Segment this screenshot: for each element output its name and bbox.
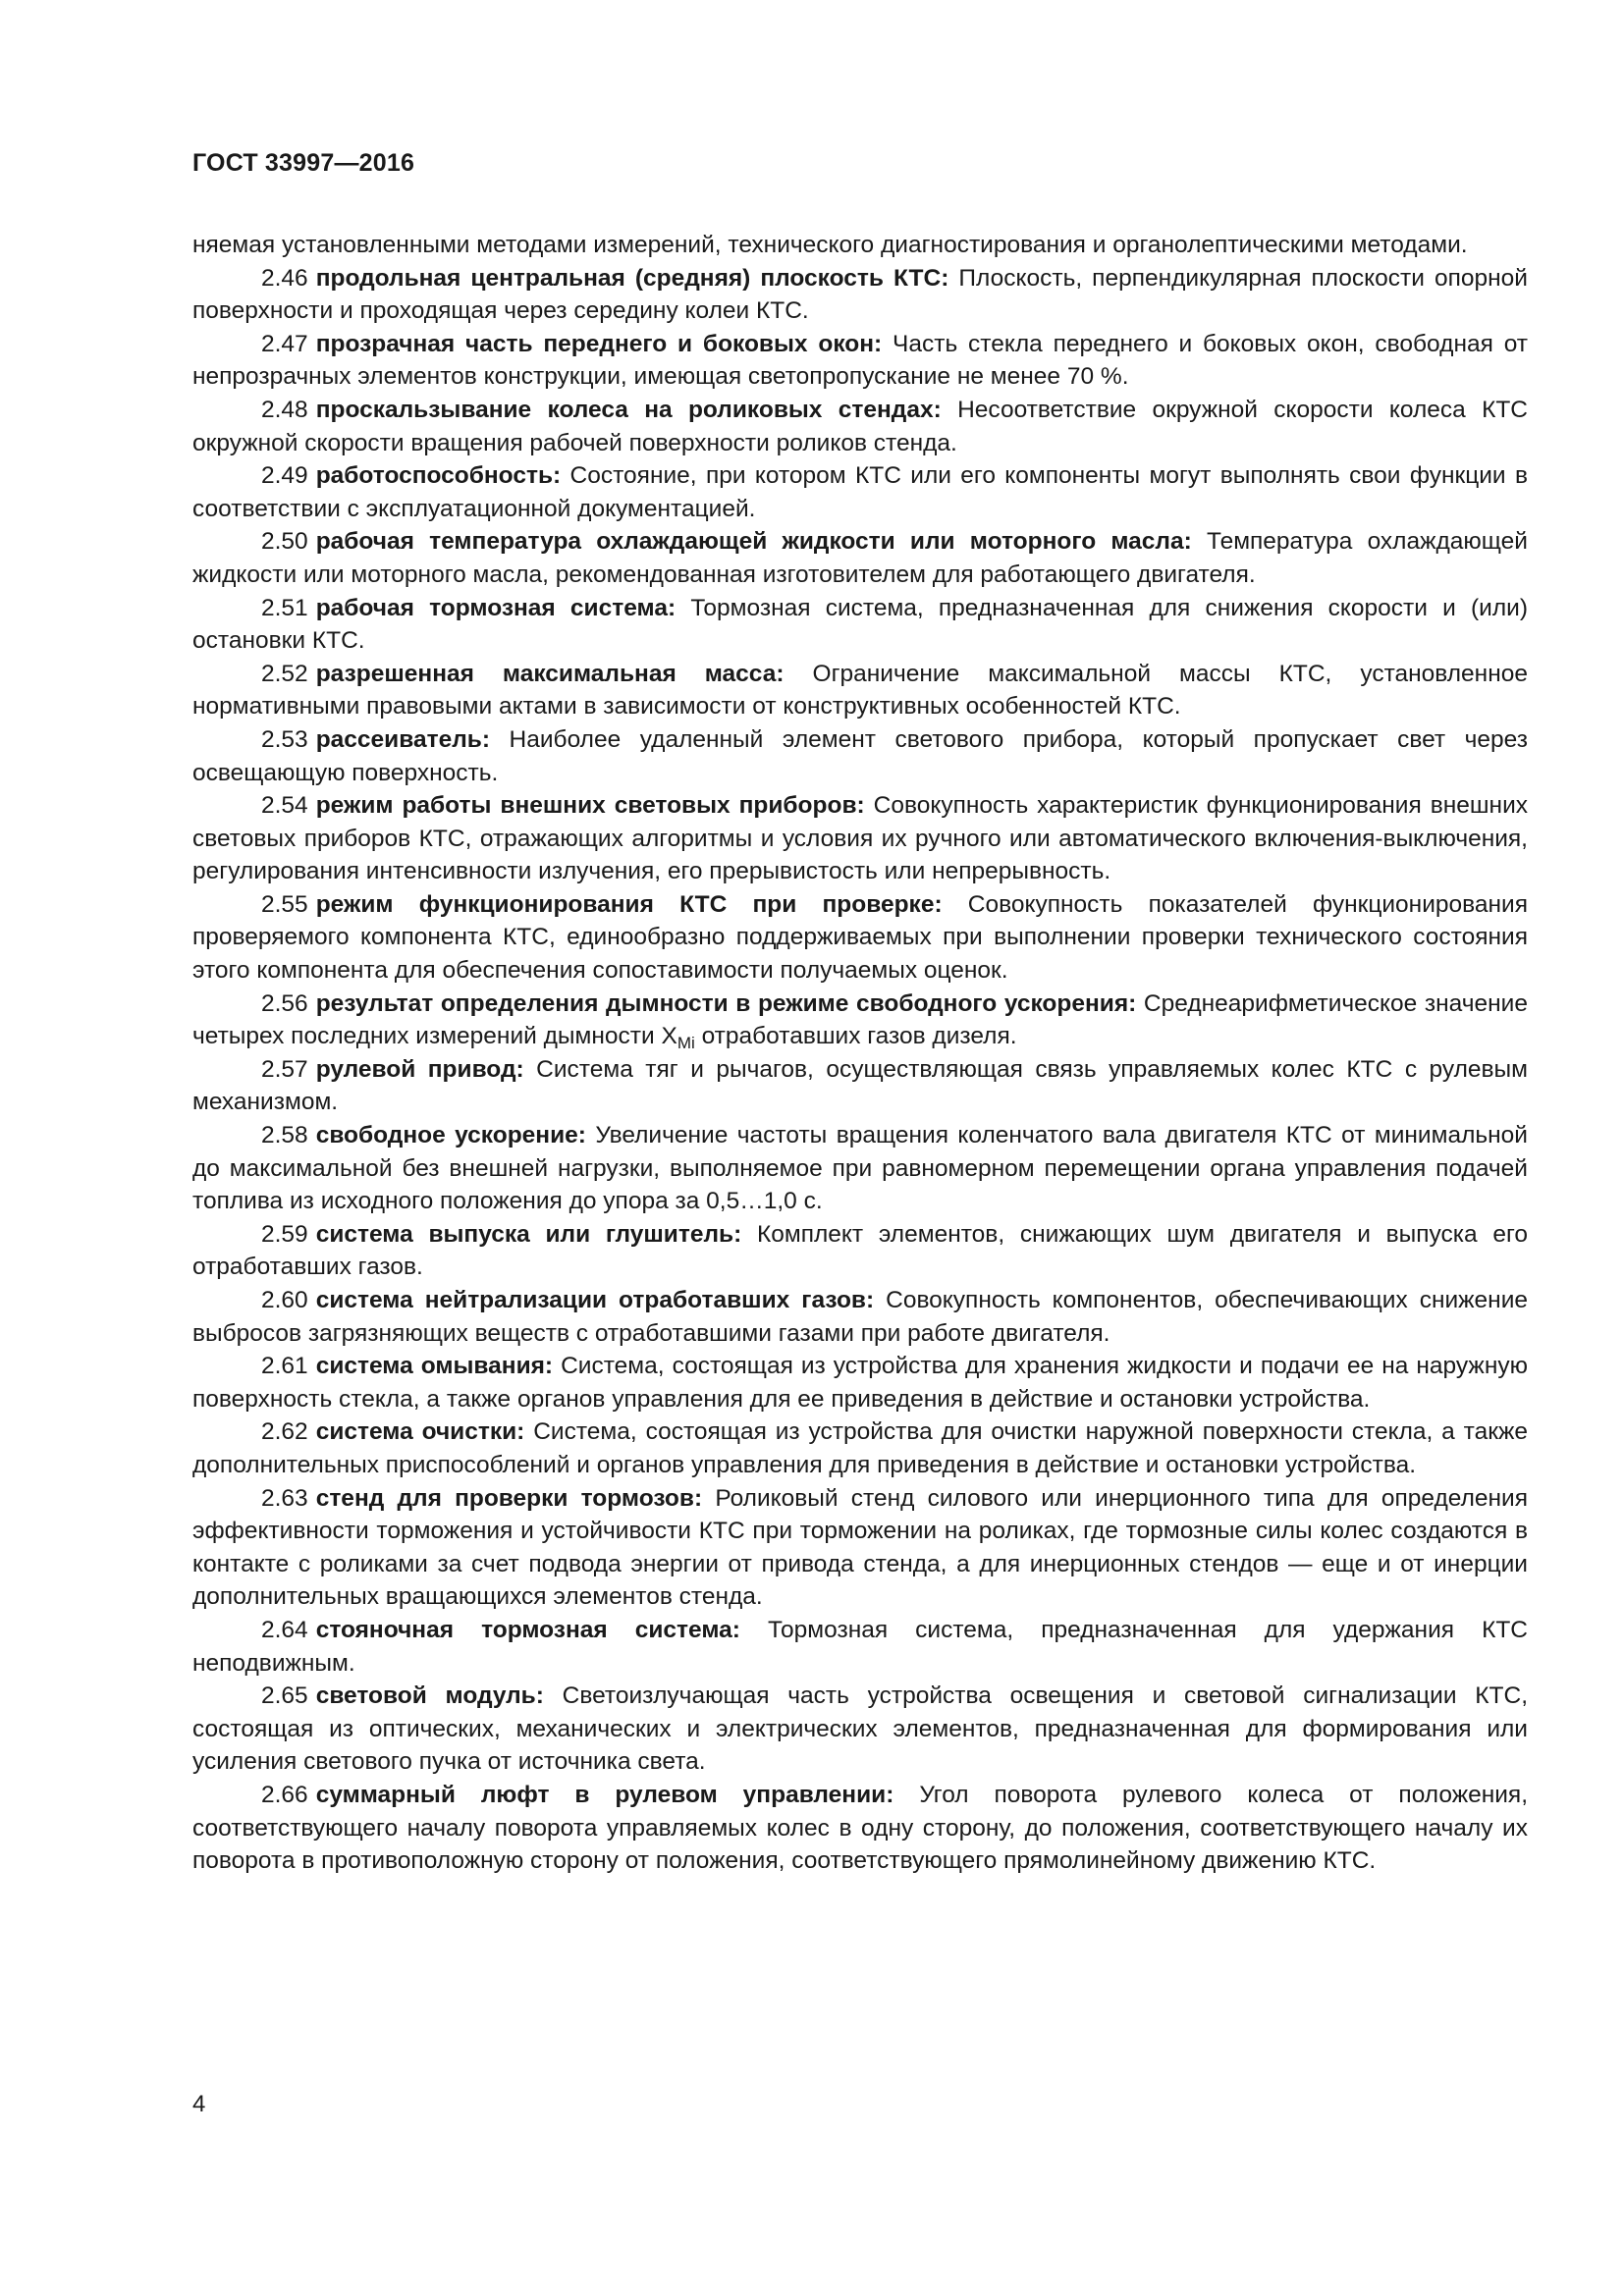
term-number: 2.51 [261,594,308,621]
term-number: 2.48 [261,396,308,423]
document-page [192,0,1528,2296]
term-title: работоспособность: [315,462,562,490]
term-definition: Наиболее удаленный элемент светового прибора, который пропускает свет через освещающую поверхность. [192,725,1528,786]
term-title: продольная центральная (средняя) плоскость КТС: [315,264,949,292]
term-number: 2.55 [261,890,308,918]
term-number: 2.56 [261,989,308,1017]
term-definition: Совокупность характеристик функционирования внешних световых приборов КТС, отражающих алгоритмы и условия их ручного или автоматического включения-выключения, регулирования интенсивности излучения, его прерывистость или непрерывность. [192,792,1529,885]
term-title: рабочая тормозная система: [315,594,677,621]
term-title: прозрачная часть переднего и боковых окон: [315,330,883,357]
term-definition-part: отработавших газов дизеля. [694,1023,1017,1050]
term-entry [192,1284,1528,1350]
term-number: 2.62 [261,1418,308,1446]
term-number: 2.46 [261,264,308,292]
term-number: 2.66 [261,1781,308,1808]
term-title: стенд для проверки тормозов: [315,1484,703,1512]
term-entry [192,525,1528,591]
term-entry [192,888,1528,988]
term-number: 2.50 [261,528,308,556]
term-title: система нейтрализации отработавших газов: [315,1287,875,1313]
term-entry [192,1415,1528,1481]
term-title: режим работы внешних световых приборов: [315,792,865,820]
term-entry [192,1614,1528,1680]
term-definition: Состояние, при котором КТС или его компоненты могут выполнять свои функции в соответствии с эксплуатационной документацией. [192,462,1528,522]
term-number: 2.61 [261,1353,308,1380]
subscript-index: Mi [677,1034,695,1053]
term-definition: Роликовый стенд силового или инерционного типа для определения эффективности торможения и устойчивости КТС при торможении на роликах, где тормозные силы колес создаются в контакте с роликами за счет подвода энергии от привода стенда, а для инерционных стендов — еще и от инерции дополнительных вращающихся элементов стенда. [192,1484,1529,1611]
term-definition: Тормозная система, предназначенная для снижения скорости и (или) остановки КТС. [192,594,1529,655]
term-definition: Совокупность показателей функционирования проверяемого компонента КТС, единообразно поддерживаемых при выполнении проверки технического состояния этого компонента для обеспечения сопоставимости получаемых оценок. [192,890,1528,985]
term-definition: Совокупность компонентов, обеспечивающих снижение выбросов загрязняющих веществ с отработавшими газами при работе двигателя. [192,1287,1529,1347]
term-entries-list [192,262,1528,1878]
term-number: 2.59 [261,1220,308,1248]
term-number: 2.58 [261,1122,308,1149]
term-number: 2.54 [261,792,308,820]
document-code-header: ГОСТ 33997—2016 [192,149,415,177]
term-definition: Плоскость, перпендикулярная плоскости опорной поверхности и проходящая через середину колеи КТС. [192,264,1528,325]
term-title: стояночная тормозная система: [315,1616,740,1643]
term-title: режим функционирования КТС при проверке: [315,890,943,918]
term-title: система омывания: [315,1353,554,1380]
term-entry [192,328,1528,394]
term-entry [192,789,1528,888]
term-definition: Система, состоящая из устройства для очистки наружной поверхности стекла, а также дополнительных приспособлений и органов управления для приведения в действие и остановки устройства. [192,1418,1528,1478]
term-title: световой модуль: [315,1682,544,1710]
term-title: разрешенная максимальная масса: [315,660,785,687]
term-number: 2.47 [261,330,308,357]
term-definition: Температура охлаждающей жидкости или моторного масла, рекомендованная изготовителем для работающего двигателя. [192,528,1528,588]
term-number: 2.57 [261,1055,308,1083]
term-definition: Увеличение частоты вращения коленчатого вала двигателя КТС от минимальной до максимальной без внешней нагрузки, выполняемое при равномерном перемещении органа управления подачей топлива из исходного положения до упора за 0,5…1,0 с. [192,1122,1528,1215]
term-entry [192,459,1528,525]
term-definition: Угол поворота рулевого колеса от положения, соответствующего началу поворота управляемых колес в одну сторону, до положения, соответствующего началу их поворота в противоположную сторону от положения, соответствующего прямолинейному движению КТС. [192,1781,1529,1875]
term-number: 2.60 [261,1287,308,1313]
term-title: проскальзывание колеса на роликовых стендах: [315,396,942,423]
term-entry [192,723,1528,789]
term-entry [192,1053,1528,1119]
term-entry [192,1218,1528,1284]
term-title: рулевой привод: [315,1055,524,1083]
term-title: результат определения дымности в режиме свободного ускорения: [315,989,1137,1017]
term-entry [192,1350,1528,1415]
term-entry [192,394,1528,459]
term-entry [192,1680,1528,1779]
term-definition: Система, состоящая из устройства для хранения жидкости и подачи ее на наружную поверхность стекла, а также органов управления для ее приведения в действие и остановки устройства. [192,1353,1528,1413]
term-definition: Система тяг и рычагов, осуществляющая связь управляемых колес КТС с рулевым механизмом. [192,1055,1528,1116]
continuation-paragraph: няемая установленными методами измерений, технического диагностирования и органолептическими методами. [192,232,1468,258]
term-number: 2.52 [261,660,308,687]
term-title: свободное ускорение: [315,1122,586,1149]
term-number: 2.53 [261,725,308,753]
term-entry [192,988,1528,1053]
term-number: 2.63 [261,1484,308,1512]
term-number: 2.65 [261,1682,308,1710]
term-definition: Ограничение максимальной массы КТС, установленное нормативными правовыми актами в зависимости от конструктивных особенностей КТС. [192,660,1528,721]
term-title: суммарный люфт в рулевом управлении: [315,1781,894,1808]
term-definition: Несоответствие окружной скорости колеса КТС окружной скорости вращения рабочей поверхности роликов стенда. [192,396,1528,456]
term-definition: Светоизлучающая часть устройства освещения и световой сигнализации КТС, состоящая из оптических, механических и электрических элементов, предназначенная для формирования или усиления светового пучка от источника света. [192,1682,1529,1776]
term-definition: Комплект элементов, снижающих шум двигателя и выпуска его отработавших газов. [192,1220,1529,1281]
term-title: рассеиватель: [315,725,490,753]
term-entry [192,1119,1528,1218]
term-number: 2.64 [261,1616,308,1643]
term-entry [192,658,1528,723]
term-entry [192,1482,1528,1614]
terms-body [192,229,1528,1878]
term-definition: Часть стекла переднего и боковых окон, свободная от непрозрачных элементов конструкции, имеющая светопропускание не менее 70 %. [192,330,1528,391]
term-entry [192,592,1528,658]
term-title: система выпуска или глушитель: [315,1220,742,1248]
term-entry [192,1779,1528,1878]
term-number: 2.49 [261,462,308,490]
term-definition-part: Среднеарифметическое значение четырех последних измерений дымности X [192,989,1528,1050]
term-title: рабочая температура охлаждающей жидкости или моторного масла: [315,528,1192,556]
term-definition: Тормозная система, предназначенная для удержания КТС неподвижным. [192,1616,1528,1677]
term-title: система очистки: [315,1418,525,1446]
page-number: 4 [192,2091,206,2117]
term-entry [192,262,1528,328]
